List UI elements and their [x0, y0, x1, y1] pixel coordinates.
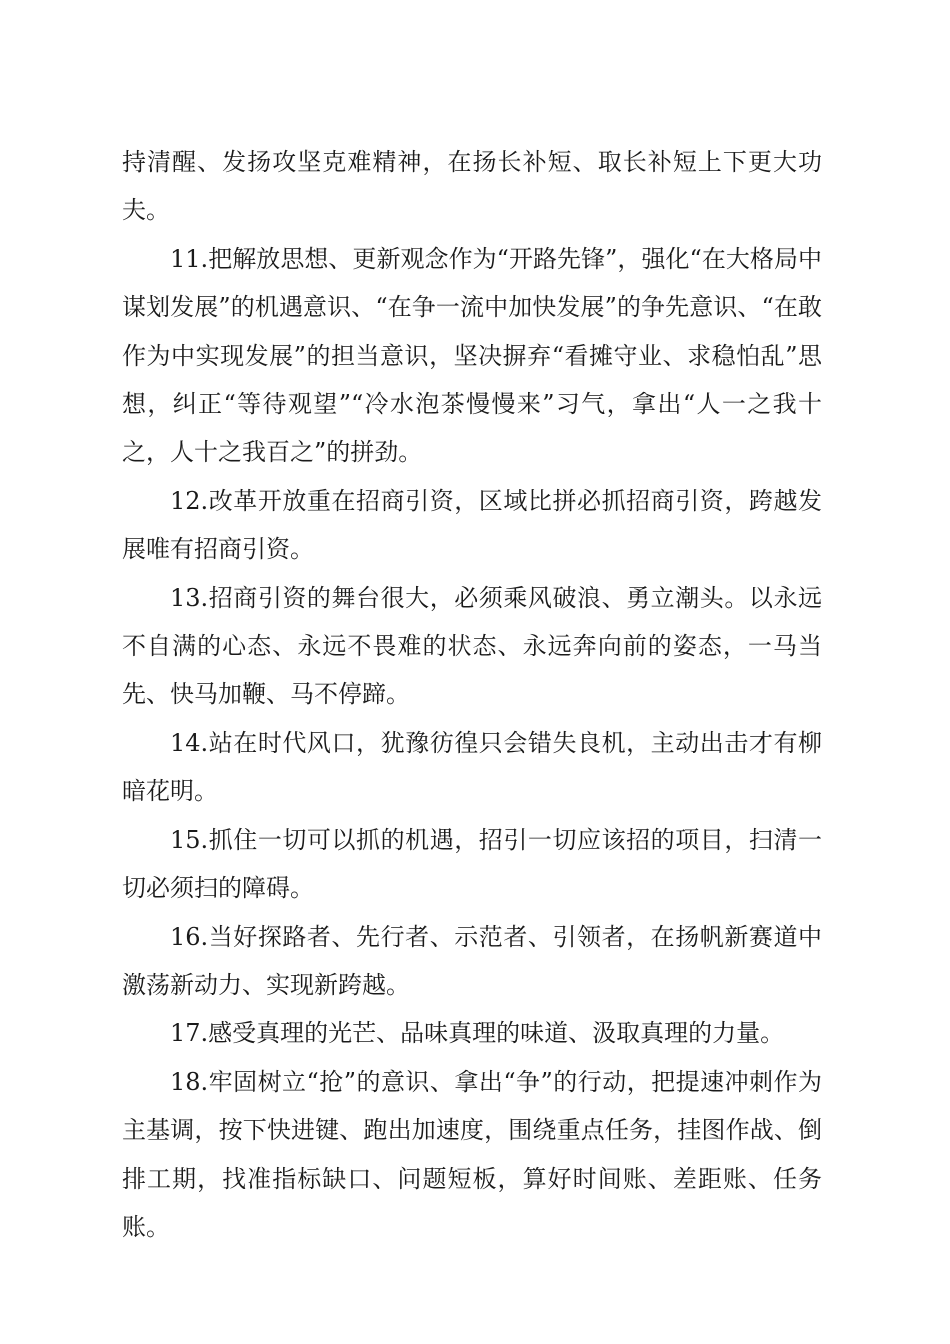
continuation-paragraph: 持清醒、发扬攻坚克难精神，在扬长补短、取长补短上下更大功夫。 [122, 148, 822, 225]
paragraph-15: 15.抓住一切可以抓的机遇，招引一切应该招的项目，扫清一切必须扫的障碍。 [122, 825, 822, 903]
paragraph-14: 14.站在时代风口，犹豫彷徨只会错失良机，主动出击才有柳暗花明。 [122, 728, 822, 806]
paragraph-18: 18.牢固树立“抢”的意识、拿出“争”的行动，把提速冲刺作为主基调，按下快进键、跑出加速度，围绕重点任务，挂图作战、倒排工期，找准指标缺口、问题短板，算好时间账、差距账、任务账。 [122, 1067, 822, 1241]
paragraph-12: 12.改革开放重在招商引资，区域比拼必抓招商引资，跨越发展唯有招商引资。 [122, 486, 822, 564]
paragraph-17: 17.感受真理的光芒、品味真理的味道、汲取真理的力量。 [170, 1019, 785, 1048]
paragraph-13: 13.招商引资的舞台很大，必须乘风破浪、勇立潮头。以永远不自满的心态、永远不畏难的状态、永远奔向前的姿态，一马当先、快马加鞭、马不停蹄。 [122, 583, 822, 709]
paragraph-11: 11.把解放思想、更新观念作为“开路先锋”，强化“在大格局中谋划发展”的机遇意识、“在争一流中加快发展”的争先意识、“在敢作为中实现发展”的担当意识，坚决摒弃“看摊守业、求稳怕乱”思想，纠正“等待观望”“冷水泡茶慢慢来”习气，拿出“人一之我十之，人十之我百之”的拼劲。 [122, 244, 822, 467]
paragraph-16: 16.当好探路者、先行者、示范者、引领者，在扬帆新赛道中激荡新动力、实现新跨越。 [122, 922, 822, 999]
document-page [122, 138, 822, 1251]
